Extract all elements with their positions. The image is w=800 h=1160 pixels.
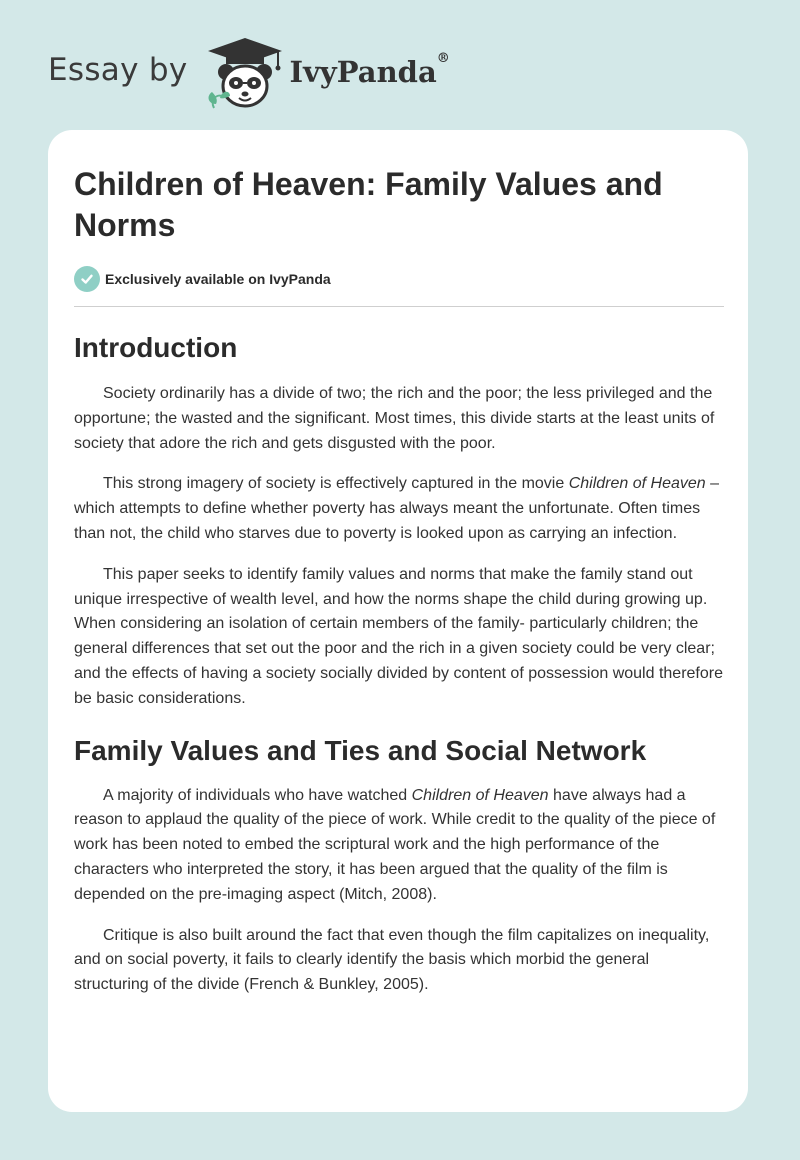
exclusive-badge — [74, 266, 724, 292]
site-header — [48, 34, 450, 112]
movie-title: Children of Heaven — [568, 475, 706, 493]
essay-card — [48, 130, 748, 1112]
paragraph: Society ordinarily has a divide of two; the rich and the poor; the less privileged and the opportune; the wasted and the significant. Most times, this divide starts at the least units of society that adore the rich and gets disgusted with the poor. — [74, 385, 715, 452]
paragraph — [74, 472, 724, 546]
check-icon — [74, 266, 100, 292]
essay-content — [74, 130, 724, 1014]
section-heading-family-values: Family Values and Ties and Social Network — [74, 734, 647, 766]
page-title: Children of Heaven: Family Values and Norms — [74, 166, 663, 243]
paragraph-text: – which attempts to define whether poverty has always meant the unfortunate. Often times than not, the child who starves due to poverty is looked upon as carrying an infection. — [74, 475, 719, 542]
paragraph-text: have always had a reason to applaud the quality of the piece of work. While credit to the quality of the piece of work has been noted to embed the scriptural work and the high performance of the characters who interpreted the story, it has been argued that the quality of the film is depended on the pre-imaging aspect (Mitch, 2008). — [74, 786, 716, 903]
registered-mark: ® — [436, 51, 450, 66]
brand-name-text: IvyPanda — [289, 55, 437, 89]
movie-title: Children of Heaven — [411, 786, 549, 804]
paragraph: Critique is also built around the fact that even though the film capitalizes on inequality, and on social poverty, it fails to clearly identify the basis which morbid the general structuring of the divide (French & Bunkley, 2005). — [74, 926, 710, 994]
paragraph-text: This strong imagery of society is effectively captured in the movie — [103, 475, 569, 493]
paragraph: This paper seeks to identify family values and norms that make the family stand out unique irrespective of wealth level, and how the norms shape the child during growing up. When considering an isolation of certain members of the family- particularly children; the general differences that set out the poor and the rich in a given society could be very clear; and the effects of having a society socially divided by content of possession would therefore be basic considerations. — [74, 565, 723, 707]
section-heading-introduction: Introduction — [74, 332, 238, 363]
title-divider — [74, 306, 724, 307]
paragraph — [74, 784, 724, 908]
brand-name — [289, 51, 450, 89]
essay-by-label: Essay by — [48, 52, 188, 88]
ivypanda-logo-icon[interactable] — [202, 34, 288, 112]
paragraph-text: A majority of individuals who have watched — [103, 786, 412, 804]
exclusive-badge-label: Exclusively available on IvyPanda — [105, 271, 331, 287]
